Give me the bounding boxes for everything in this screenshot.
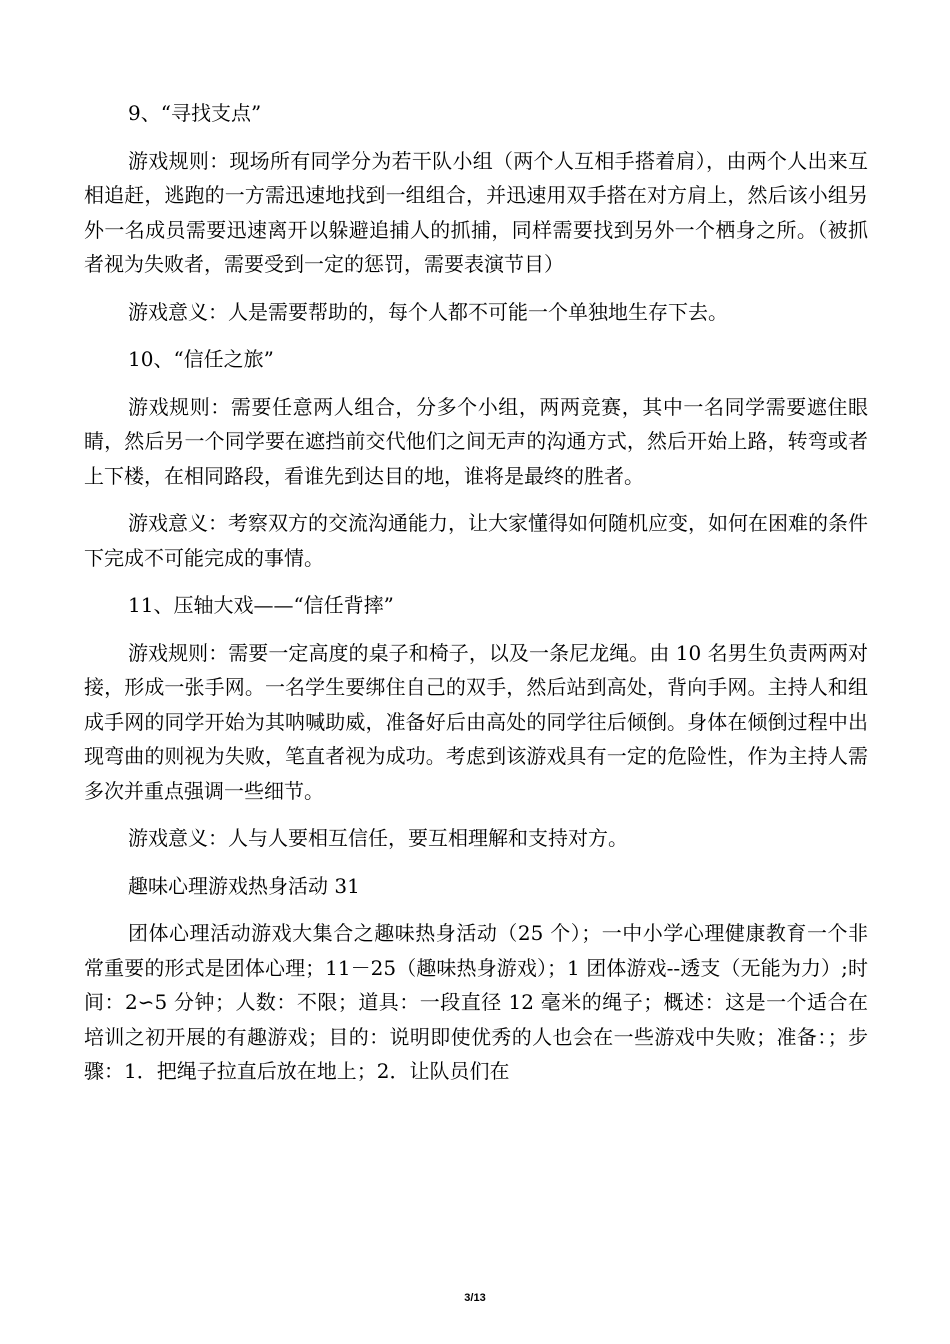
paragraph-rules-10: 游戏规则：需要任意两人组合，分多个小组，两两竞赛，其中一名同学需要遮住眼睛，然后另一个同学要在遮挡前交代他们之间无声的沟通方式，然后开始上路，转弯或者上下楼，在相同路段，看谁先到达目的地，谁将是最终的胜者。 xyxy=(84,394,868,488)
page-number: 3/13 xyxy=(464,1292,486,1304)
section-heading-warmup: 趣味心理游戏热身活动 31 xyxy=(128,873,360,898)
paragraph-warmup: 团体心理活动游戏大集合之趣味热身活动（25 个）；一中小学心理健康教育一个非常重要的形式是团体心理；11－25（趣味热身游戏）；1 团体游戏--透支（无能为力）;时间：2∽5 分钟；人数：不限；道具：一段直径 12 毫米的绳子；概述：这是一个适合在培训之初开展的有趣游戏；目的：说明即使优秀的人也会在一些游戏中失败；准备：；步骤：1．把绳子拉直后放在地上；2．让队员们在 xyxy=(84,921,868,1083)
paragraph-meaning-9: 游戏意义：人是需要帮助的，每个人都不可能一个单独地生存下去。 xyxy=(128,299,728,324)
paragraph-meaning-10: 游戏意义：考察双方的交流沟通能力，让大家懂得如何随机应变，如何在困难的条件下完成不可能完成的事情。 xyxy=(84,511,868,570)
paragraph-rules-9: 游戏规则：现场所有同学分为若干队小组（两个人互相手搭着肩），由两个人出来互相追赶，逃跑的一方需迅速地找到一组组合，并迅速用双手搭在对方肩上，然后该小组另外一名成员需要迅速离开以躲避追捕人的抓捕，同样需要找到另外一个栖身之所。（被抓者视为失败者，需要受到一定的惩罚，需要表演节目） xyxy=(84,148,868,276)
section-heading-10: 10、“信任之旅” xyxy=(128,347,274,371)
section-heading-9: 9、“寻找支点” xyxy=(128,101,262,125)
paragraph-meaning-11: 游戏意义：人与人要相互信任，要互相理解和支持对方。 xyxy=(128,826,628,850)
section-heading-11: 11、压轴大戏——“信任背摔” xyxy=(128,593,394,617)
paragraph-rules-11: 游戏规则：需要一定高度的桌子和椅子，以及一条尼龙绳。由 10 名男生负责两两对接，形成一张手网。一名学生要绑住自己的双手，然后站到高处，背向手网。主持人和组成手网的同学开始为其呐喊助威，准备好后由高处的同学往后倾倒。身体在倾倒过程中出现弯曲的则视为失败，笔直者视为成功。考虑到该游戏具有一定的危险性，作为主持人需多次并重点强调一些细节。 xyxy=(84,640,868,803)
document-body xyxy=(84,96,868,1102)
